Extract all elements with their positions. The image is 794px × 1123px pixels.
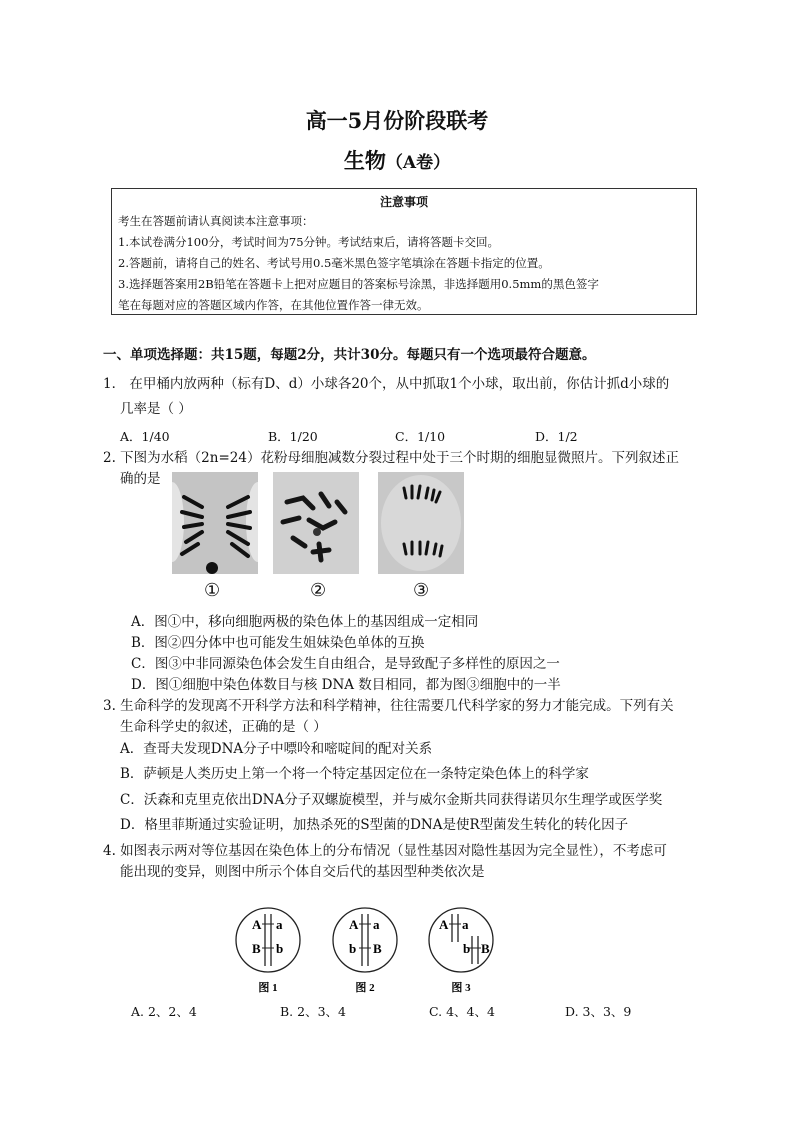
q1-option-c: C．1/10 <box>395 429 446 444</box>
q3-option-d: D．格里菲斯通过实验证明，加热杀死的S型菌的DNA是使R型菌发生转化的转化因子 <box>120 817 629 833</box>
q3-option-c: C．沃森和克里克依出DNA分子双螺旋模型，并与威尔金斯共同获得诺贝尔生理学或医学奖 <box>120 792 663 808</box>
notice-line: 3.选择题答案用2B铅笔在答题卡上把对应题目的答案标号涂黑，非选择题用0.5mm的黑色签字 <box>118 277 599 291</box>
q2-stem-line2: 确的是 <box>120 471 161 487</box>
q2-option-d: D．图①细胞中染色体数目与核 DNA 数目相同，都为图③细胞中的一半 <box>131 677 561 693</box>
q1-option-a: A．1/40 <box>120 429 170 444</box>
micrograph-2-label: ② <box>310 580 327 601</box>
micrograph-1-label: ① <box>204 580 221 601</box>
paper-version: （A卷） <box>385 153 451 173</box>
page-title: 高一5月份阶段联考 <box>305 108 489 133</box>
micrograph-3 <box>378 472 464 574</box>
gene-figure-2 <box>331 900 399 995</box>
q4-stem-line2: 能出现的变异，则图中所示个体自交后代的基因型种类依次是 <box>120 864 485 880</box>
q3-stem-line1: 3. 生命科学的发现离不开科学方法和科学精神，往往需要几代科学家的努力才能完成。下列有关 <box>103 698 674 714</box>
notice-title: 注意事项 <box>379 195 428 209</box>
q1-stem-line1: 1． 在甲桶内放两种（标有D、d）小球各20个，从中抓取1个小球，取出前，你估计抓d小球的 <box>103 376 670 392</box>
notice-line: 笔在每题对应的答题区域内作答，在其他位置作答一律无效。 <box>118 298 429 312</box>
q3-option-b: B．萨顿是人类历史上第一个将一个特定基因定位在一条特定染色体上的科学家 <box>120 766 589 782</box>
section-heading: 一、单项选择题：共15题，每题2分，共计30分。每题只有一个选项最符合题意。 <box>103 347 596 363</box>
q3-option-a: A．查哥夫发现DNA分子中嘌呤和嘧啶间的配对关系 <box>120 741 433 757</box>
micrograph-3-label: ③ <box>413 580 430 601</box>
notice-line: 1.本试卷满分100分，考试时间为75分钟。考试结束后，请将答题卡交回。 <box>118 235 500 249</box>
gene-label: A <box>439 917 449 932</box>
q2-option-b: B．图②四分体中也可能发生姐妹染色单体的互换 <box>131 635 425 651</box>
notice-box <box>111 188 697 315</box>
q4-option-a: A. 2、2、4 <box>131 1004 197 1019</box>
gene-label: B <box>252 941 261 956</box>
gene-label: b <box>349 941 357 956</box>
gene-label: a <box>276 917 283 932</box>
q2-option-c: C．图③中非同源染色体会发生自由组合，是导致配子多样性的原因之一 <box>131 656 560 672</box>
micrograph-2 <box>273 472 359 574</box>
q1-option-d: D．1/2 <box>535 429 578 444</box>
subject-name: 生物 <box>343 148 386 173</box>
gene-label: a <box>373 917 380 932</box>
figure-caption: 图 2 <box>355 982 375 994</box>
q2-stem-line1: 2. 下图为水稻（2n=24）花粉母细胞减数分裂过程中处于三个时期的细胞显微照片。下列叙述正 <box>103 450 679 466</box>
subject-title <box>0 145 794 175</box>
q4-stem-line1: 4. 如图表示两对等位基因在染色体上的分布情况（显性基因对隐性基因为完全显性），不考虑可 <box>103 843 667 859</box>
gene-label: B <box>481 941 490 956</box>
q4-option-b: B. 2、3、4 <box>280 1004 346 1019</box>
q4-option-c: C. 4、4、4 <box>429 1004 495 1019</box>
q1-stem-line2: 几率是（ ） <box>120 401 192 417</box>
figure-caption: 图 3 <box>451 982 471 994</box>
figure-caption: 图 1 <box>258 982 278 994</box>
q3-stem-line2: 生命科学史的叙述，正确的是（ ） <box>120 719 327 735</box>
notice-line: 2.答题前，请将自己的姓名、考试号用0.5毫米黑色签字笔填涂在答题卡指定的位置。 <box>118 256 550 270</box>
gene-label: A <box>252 917 262 932</box>
gene-label: a <box>462 917 469 932</box>
gene-label: B <box>373 941 382 956</box>
gene-label: A <box>349 917 359 932</box>
gene-figure-1 <box>234 900 302 995</box>
notice-line: 考生在答题前请认真阅读本注意事项： <box>118 214 314 228</box>
gene-label: b <box>463 941 471 956</box>
q2-option-a: A．图①中，移向细胞两极的染色体上的基因组成一定相同 <box>131 614 479 630</box>
gene-figure-3 <box>427 900 495 995</box>
q4-option-d: D. 3、3、9 <box>565 1004 632 1019</box>
micrograph-1 <box>172 472 258 574</box>
q1-option-b: B．1/20 <box>268 429 318 444</box>
gene-label: b <box>276 941 284 956</box>
